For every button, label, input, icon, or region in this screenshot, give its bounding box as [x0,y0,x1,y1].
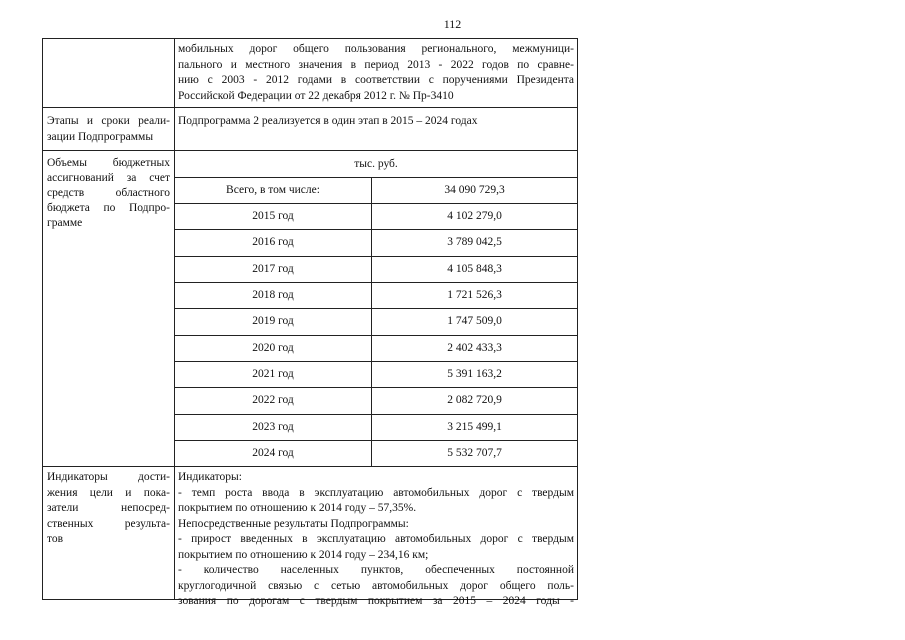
budget-unit: тыс. руб. [354,158,398,170]
budget-amount-cell: 3 789 042,5 [447,236,502,248]
indicators-label-line: ственных результа- [47,517,170,530]
intro-line: нию с 2003 - 2012 годами в соответствии с поручениями Президента [178,74,574,86]
budget-year-cell: 2017 год [252,263,294,275]
budget-year-cell: Всего, в том числе: [226,184,320,196]
intro-line: пального и местного значения в период 2013 - 2022 годов по сравне- [178,58,574,71]
result-item-line: круглогодичной связью с сетью автомобильных дорог общего поль- [178,579,574,592]
budget-amount-cell: 1 721 526,3 [447,289,502,301]
page-number: 112 [443,17,462,31]
budget-amount-cell: 3 215 499,1 [447,421,502,433]
indicators-label [47,470,170,548]
budget-label [47,156,170,231]
stages-label-line: зации Подпрограммы [47,130,154,143]
indicators-label-line: затели непосред- [47,502,170,514]
row-divider [43,107,577,108]
budget-amount-cell: 4 105 848,3 [447,263,502,275]
results-heading: Непосредственные результаты Подпрограммы: [178,517,409,530]
intro-text [178,42,574,104]
intro-line: мобильных дорог общего пользования регионального, межмуници- [178,43,574,55]
budget-year-cell: 2020 год [252,342,294,354]
intro-line: Российской Федерации от 22 декабря 2012 г. № Пр-3410 [178,89,454,102]
budget-label-line: Объемы бюджетных [47,157,170,169]
budget-year-cell: 2018 год [252,289,294,301]
budget-amount-cell: 5 391 163,2 [447,368,502,380]
indicators-content [178,470,574,610]
result-item-line: покрытием по отношению к 2014 году – 234,16 км; [178,548,429,561]
budget-amount-cell: 5 532 707,7 [447,447,502,459]
result-item-line: зования по дорогам с твердым покрытием за 2015 – 2024 годы - [178,595,574,607]
budget-amount-cell: 1 747 509,0 [447,315,502,327]
indicators-label-line: тов [47,533,64,545]
budget-amount-cell: 4 102 279,0 [447,210,502,222]
indicators-label-line: Индикаторы дости- [47,471,170,483]
stages-label [47,114,170,145]
budget-year-cell: 2023 год [252,421,294,433]
budget-amount-cell: 34 090 729,3 [444,184,505,196]
indicators-label-line: жения цели и пока- [47,486,170,499]
result-item-line: - количество населенных пунктов, обеспеченных постоянной [178,564,574,576]
subprogram-passport-table [42,38,578,607]
budget-label-line: ассигнований за счет [47,172,170,184]
stages-value: Подпрограмма 2 реализуется в один этап в 2015 – 2024 годах [178,115,478,127]
budget-year-cell: 2016 год [252,236,294,248]
budget-amount-cell: 2 082 720,9 [447,394,502,406]
budget-year-cell: 2015 год [252,210,294,222]
row-divider [43,466,577,467]
budget-label-line: средств областного [47,187,170,199]
indicators-heading: Индикаторы: [178,471,242,483]
budget-label-line: грамме [47,217,83,229]
budget-year-cell: 2019 год [252,315,294,327]
budget-label-line: бюджета по Подпро- [47,202,170,214]
indicator-item-line: покрытием по отношению к 2014 году – 57,35%. [178,502,417,514]
result-item-line: - прирост введенных в эксплуатацию автомобильных дорог с твердым [178,533,574,545]
budget-year-cell: 2021 год [252,368,294,380]
budget-year-cell: 2024 год [252,447,294,459]
stages-label-line: Этапы и сроки реали- [47,115,170,127]
budget-amount-cell: 2 402 433,3 [447,342,502,354]
indicator-item-line: - темп роста ввода в эксплуатацию автомобильных дорог с твердым [178,486,574,499]
budget-year-cell: 2022 год [252,394,294,406]
